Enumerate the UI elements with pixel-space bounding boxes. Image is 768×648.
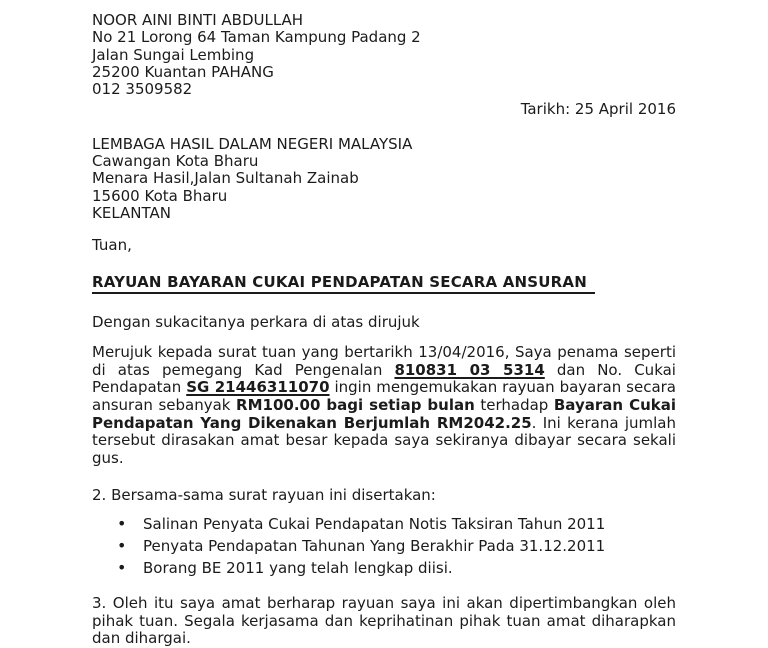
text-line: No 21 Lorong 64 Taman Kampung Padang 2	[92, 28, 421, 47]
text-line: Jalan Sungai Lembing	[92, 45, 255, 64]
salutation: Tuan,	[92, 236, 132, 255]
text-line: 15600 Kota Bharu	[92, 186, 228, 205]
text-line: KELANTAN	[92, 203, 171, 222]
enclosure-item: • Penyata Pendapatan Tahunan Yang Berakhir Pada 31.12.2011	[92, 535, 676, 557]
text-segment: . Ini kerana jumlah tersebut dirasakan amat besar kepada saya sekiranya dibayar secara sekali gus.	[92, 413, 676, 467]
enclosure-item: • Salinan Penyata Cukai Pendapatan Notis Taksiran Tahun 2011	[92, 513, 676, 535]
text-line: 012 3509582	[92, 80, 193, 99]
text-segment: dan No. Cukai Pendapatan	[92, 360, 676, 397]
text-segment: RM100.00 bagi setiap bulan	[236, 395, 475, 414]
text-line: Cawangan Kota Bharu	[92, 152, 259, 171]
enclosure-item: • Borang BE 2011 yang telah lengkap diisi.	[92, 557, 676, 579]
intro-line: Dengan sukacitanya perkara di atas dirujuk	[92, 312, 420, 331]
subject-line	[92, 273, 676, 292]
paragraph-2-lead: 2. Bersama-sama surat rayuan ini disertakan:	[92, 486, 436, 505]
subject-text: RAYUAN BAYARAN CUKAI PENDAPATAN SECARA ANSURAN	[92, 273, 595, 294]
text-line: 25200 Kuantan PAHANG	[92, 62, 274, 81]
paragraph-1	[92, 344, 676, 467]
text-line: NOOR AINI BINTI ABDULLAH	[92, 11, 304, 29]
text-segment: terhadap	[474, 395, 554, 414]
letter-date: Tarikh: 25 April 2016	[520, 100, 676, 119]
enclosure-list	[92, 513, 676, 579]
recipient-address-block	[92, 136, 676, 222]
text-segment: Bayaran Cukai Pendapatan Yang Dikenakan Berjumlah RM2042.25	[92, 395, 676, 432]
text-segment: Merujuk kepada surat tuan yang bertarikh 13/04/2016, Saya penama seperti di atas pemegang Kad Pengenalan	[92, 343, 676, 379]
text-segment: SG 21446311070	[186, 378, 330, 397]
text-line: Menara Hasil,Jalan Sultanah Zainab	[92, 169, 359, 188]
text-segment: ingin mengemukakan rayuan bayaran secara ansuran sebanyak	[92, 378, 676, 414]
text-segment: 810831 03 5314	[394, 360, 545, 379]
text-line: LEMBAGA HASIL DALAM NEGERI MALAYSIA	[92, 134, 413, 153]
paragraph-3: 3. Oleh itu saya amat berharap rayuan saya ini akan dipertimbangkan oleh pihak tuan. Segala kerjasama dan keprihatinan pihak tuan amat diharapkan dan dihargai.	[92, 593, 676, 648]
sender-address-block	[92, 12, 676, 98]
